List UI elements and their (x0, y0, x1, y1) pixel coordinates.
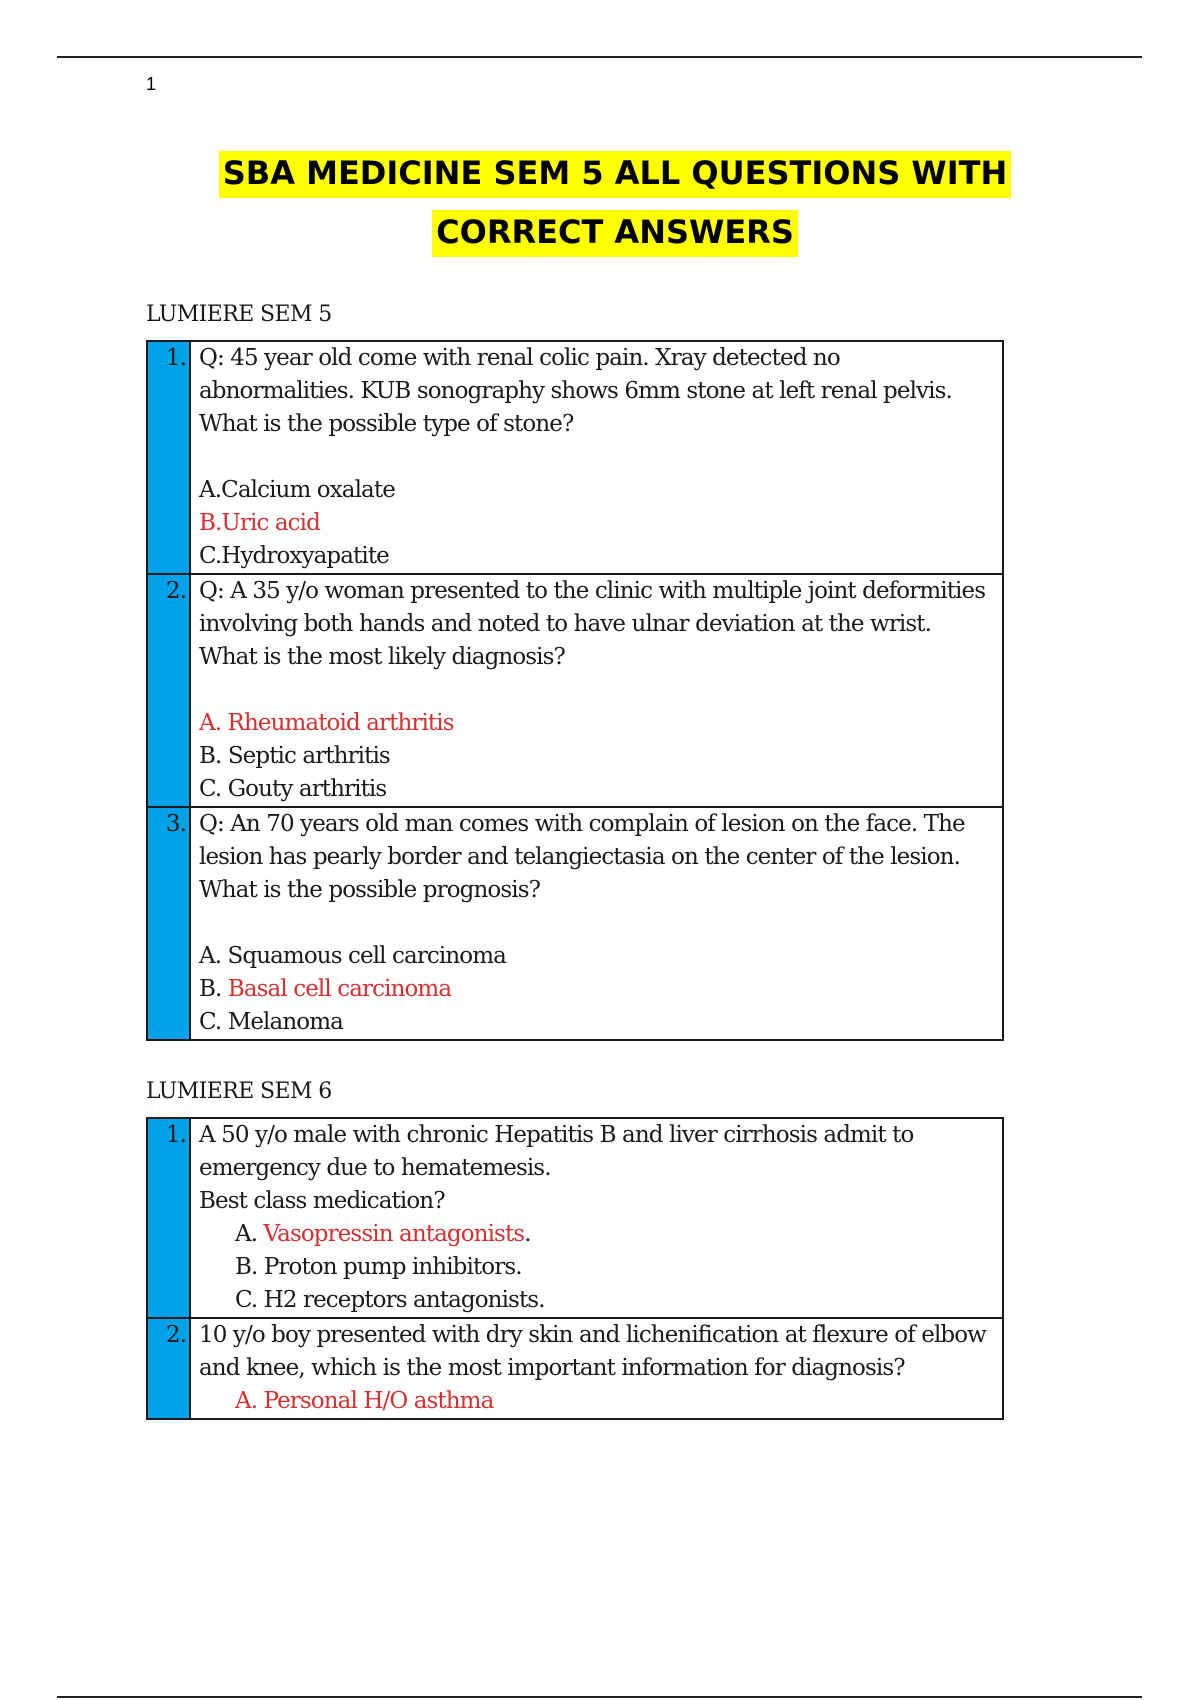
option-c (199, 1284, 994, 1317)
option-text: H2 receptors antagonists. (263, 1287, 545, 1313)
option-a (199, 1218, 994, 1251)
option-c: C.Hydroxyapatite (199, 543, 389, 569)
question-text: Q: A 35 y/o woman presented to the clinic with multiple joint deformities involving both hands and noted to have ulnar deviation at the wrist. What is the most likely diagnosis? (199, 578, 986, 670)
question-prompt: Best class medication? (199, 1188, 445, 1214)
question-number: 1. (147, 1118, 190, 1318)
option-b-correct: Basal cell carcinoma (227, 976, 452, 1002)
question-row (147, 807, 1003, 1040)
question-text: Q: 45 year old come with renal colic pain. Xray detected no abnormalities. KUB sonography shows 6mm stone at left renal pelvis. What is the possible type of stone? (199, 345, 952, 437)
option-b-correct: B.Uric acid (199, 510, 320, 536)
question-row (147, 574, 1003, 807)
question-number: 1. (147, 341, 190, 574)
title-line-2: CORRECT ANSWERS (432, 210, 798, 257)
option-prefix: B. (199, 976, 228, 1002)
question-row (147, 1118, 1003, 1318)
option-text: Proton pump inhibitors. (263, 1254, 522, 1280)
question-content (190, 1318, 1003, 1419)
question-text: Q: An 70 years old man comes with complain of lesion on the face. The lesion has pearly border and telangiectasia on the center of the lesion. What is the possible prognosis? (199, 811, 965, 903)
option-b (199, 1251, 994, 1284)
question-number: 2. (147, 574, 190, 807)
document-title (0, 144, 1200, 262)
option-a-correct: Vasopressin antagonists (263, 1221, 525, 1247)
question-content (190, 341, 1003, 574)
question-row (147, 341, 1003, 574)
option-c: C. Melanoma (199, 1009, 343, 1035)
option-prefix: A. (235, 1221, 264, 1247)
title-line-1: SBA MEDICINE SEM 5 ALL QUESTIONS WITH (219, 151, 1011, 198)
question-content (190, 1118, 1003, 1318)
option-a-correct: A. Personal H/O asthma (235, 1388, 494, 1414)
section-label-sem5: LUMIERE SEM 5 (146, 302, 332, 327)
option-a-correct: A. Rheumatoid arthritis (199, 710, 454, 736)
section-label-sem6: LUMIERE SEM 6 (146, 1079, 332, 1104)
top-rule (57, 56, 1142, 58)
question-content (190, 574, 1003, 807)
question-number: 3. (147, 807, 190, 1040)
option-a: A. Squamous cell carcinoma (199, 943, 506, 969)
option-c: C. Gouty arthritis (199, 776, 387, 802)
option-suffix: . (524, 1221, 531, 1247)
option-prefix: C. (235, 1287, 264, 1313)
option-b (199, 973, 994, 1006)
option-prefix: B. (235, 1254, 264, 1280)
question-table-sem6 (146, 1117, 1004, 1420)
option-b: B. Septic arthritis (199, 743, 390, 769)
question-text: A 50 y/o male with chronic Hepatitis B and liver cirrhosis admit to emergency due to hematemesis. (199, 1122, 914, 1181)
question-table-sem5 (146, 340, 1004, 1041)
question-text: 10 y/o boy presented with dry skin and lichenification at flexure of elbow and knee, which is the most important information for diagnosis? (199, 1322, 986, 1381)
question-number: 2. (147, 1318, 190, 1419)
option-a: A.Calcium oxalate (199, 477, 395, 503)
page-number: 1 (146, 74, 157, 94)
question-row (147, 1318, 1003, 1419)
question-content (190, 807, 1003, 1040)
bottom-rule (57, 1696, 1142, 1698)
